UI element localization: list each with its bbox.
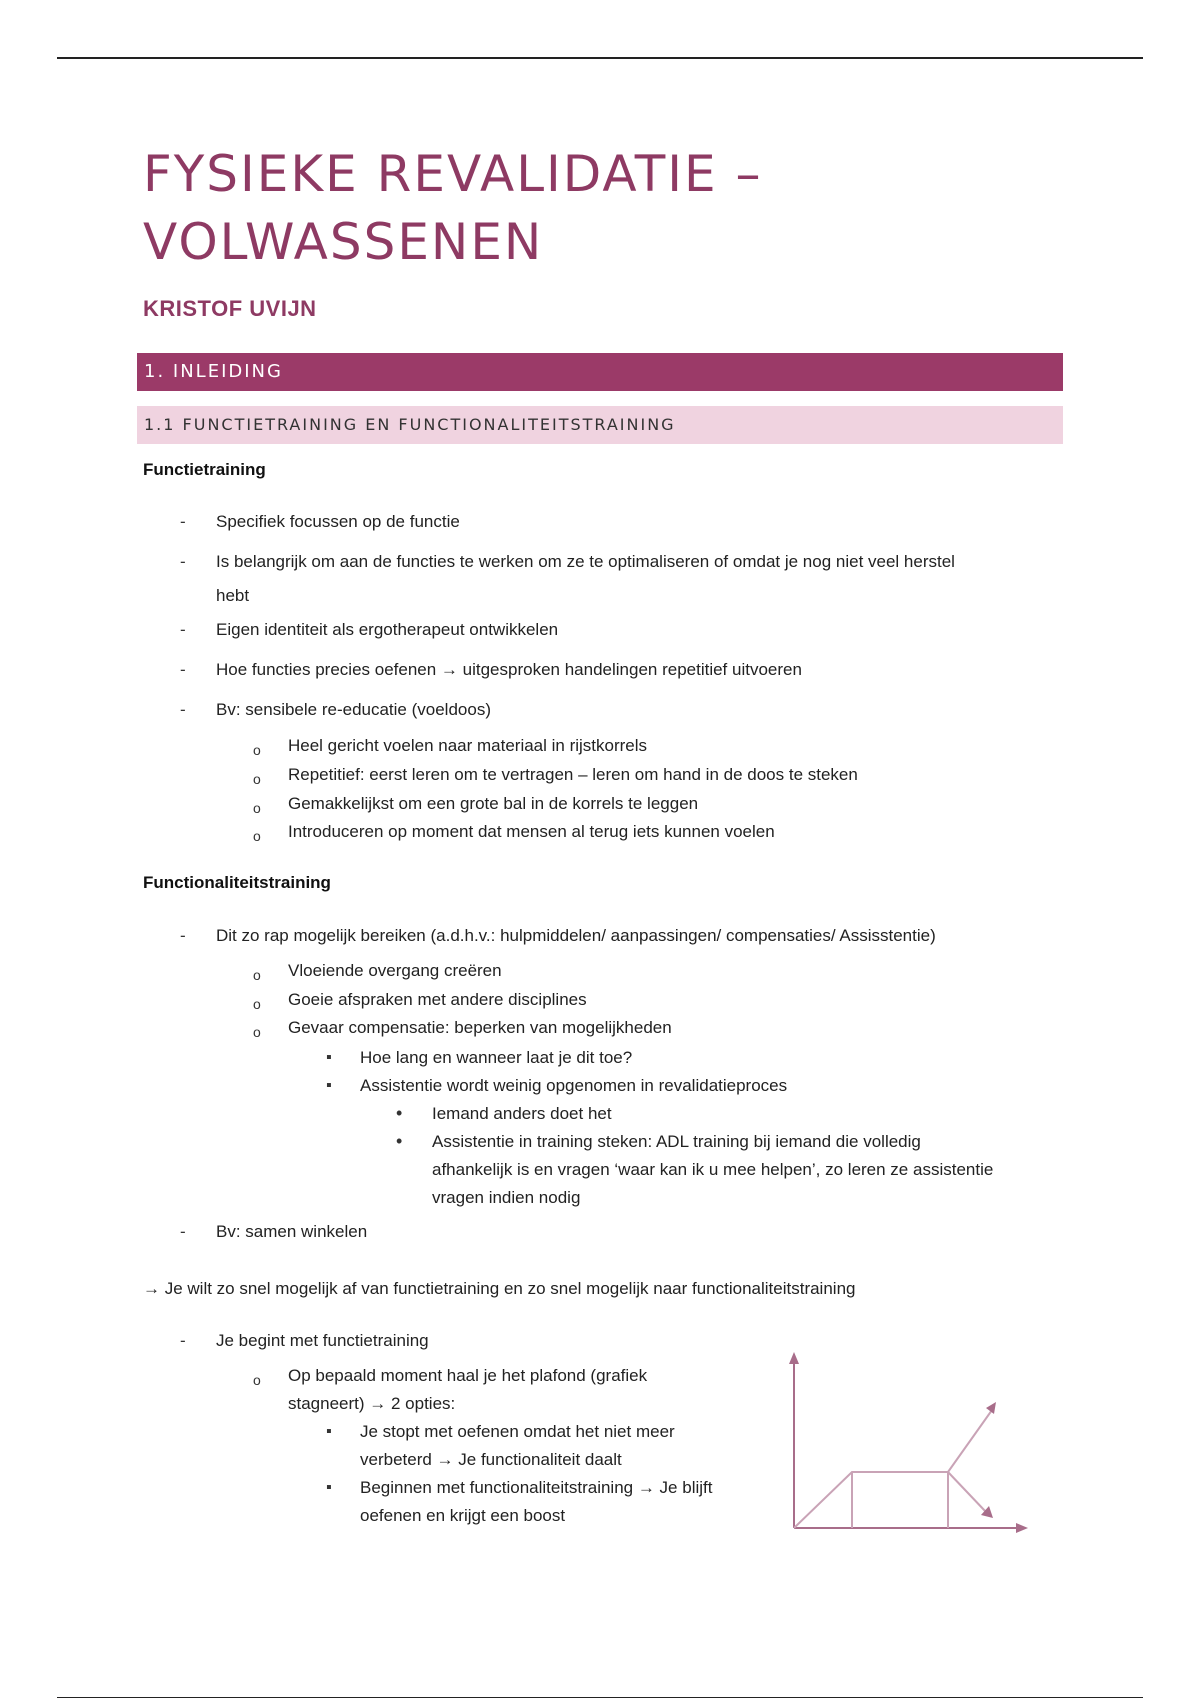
list-item: Hoe functies precies oefenen → uitgesproken handelingen repetitief uitvoeren: [216, 660, 802, 679]
circle-bullet: [253, 965, 261, 985]
square-bullet: [326, 1075, 332, 1095]
level4-list-item: Iemand anders doet het: [432, 1104, 612, 1123]
author-name: KRISTOF UVIJN: [143, 296, 317, 321]
list-item: Bv: sensibele re-educatie (voeldoos): [216, 700, 491, 719]
level4-list-item-cont: afhankelijk is en vragen ‘waar kan ik u mee helpen’, zo leren ze assistentie: [432, 1160, 994, 1179]
conclusion-line: → Je wilt zo snel mogelijk af van functietraining en zo snel mogelijk naar functionaliteitstraining: [143, 1279, 856, 1298]
list-item: Eigen identiteit als ergotherapeut ontwikkelen: [216, 620, 559, 639]
dash-bullet: [180, 926, 186, 946]
level4-list-item: Assistentie in training steken: ADL training bij iemand die volledig: [432, 1132, 921, 1151]
square-bullet: [326, 1047, 332, 1067]
square-bullet: [326, 1421, 332, 1441]
heading-functietraining: Functietraining: [143, 460, 266, 479]
progress-diagram: [778, 1348, 1038, 1538]
dash-bullet: [180, 620, 186, 640]
dash-bullet: [180, 1222, 186, 1242]
sub-list-item: Op bepaald moment haal je het plafond (grafiek: [288, 1366, 648, 1385]
list-item: Is belangrijk om aan de functies te werken om ze te optimaliseren of omdat je nog niet veel herstel: [216, 552, 955, 571]
x-axis-arrow: [1016, 1523, 1028, 1533]
sub-list-item: Introduceren op moment dat mensen al terug iets kunnen voelen: [288, 822, 775, 841]
sub-sub-list-item-cont: oefenen en krijgt een boost: [360, 1506, 566, 1525]
title-line-1: FYSIEKE REVALIDATIE –: [143, 145, 763, 203]
sub-sub-list-item: Assistentie wordt weinig opgenomen in revalidatieproces: [360, 1076, 788, 1095]
sub-list-item: Goeie afspraken met andere disciplines: [288, 990, 587, 1009]
circle-bullet: [253, 1022, 261, 1042]
list-item: Bv: samen winkelen: [216, 1222, 368, 1241]
sub-sub-list-item: Je stopt met oefenen omdat het niet meer: [360, 1422, 675, 1441]
circle-bullet: [253, 740, 261, 760]
dash-bullet: [180, 700, 186, 720]
list-item: Specifiek focussen op de functie: [216, 512, 460, 531]
dash-bullet: [180, 1331, 186, 1351]
top-rule: [57, 57, 1143, 59]
dash-bullet: [180, 552, 186, 572]
sub-list-item-cont: stagneert) → 2 opties:: [288, 1394, 456, 1413]
circle-bullet: [253, 826, 261, 846]
circle-bullet: [253, 994, 261, 1014]
plateau-line: [794, 1472, 948, 1528]
dash-bullet: [180, 660, 186, 680]
sub-list-item: Vloeiende overgang creëren: [288, 961, 502, 980]
y-axis-arrow: [789, 1352, 799, 1364]
dot-bullet: [396, 1103, 402, 1124]
circle-bullet: [253, 769, 261, 789]
circle-bullet: [253, 798, 261, 818]
dash-bullet: [180, 512, 186, 532]
sub-list-item: Repetitief: eerst leren om te vertragen – leren om hand in de doos te steken: [288, 765, 858, 784]
list-item: Je begint met functietraining: [216, 1331, 429, 1350]
sub-sub-list-item: Beginnen met functionaliteitstraining → Je blijft: [360, 1478, 713, 1497]
sub-sub-list-item-cont: verbeterd → Je functionaliteit daalt: [360, 1450, 622, 1469]
circle-bullet: [253, 1370, 261, 1390]
decline-line: [948, 1472, 986, 1512]
list-item: Dit zo rap mogelijk bereiken (a.d.h.v.: hulpmiddelen/ aanpassingen/ compensaties/ Assisstentie): [216, 926, 936, 945]
sub-list-item: Gevaar compensatie: beperken van mogelijkheden: [288, 1018, 672, 1037]
subsection-heading: 1.1 FUNCTIETRAINING EN FUNCTIONALITEITSTRAINING: [137, 406, 1063, 444]
boost-line: [948, 1410, 992, 1472]
bottom-rule: [57, 1697, 1143, 1698]
level4-list-item-cont: vragen indien nodig: [432, 1188, 581, 1207]
list-item-continuation: hebt: [216, 586, 250, 605]
dot-bullet: [396, 1131, 402, 1152]
sub-sub-list-item: Hoe lang en wanneer laat je dit toe?: [360, 1048, 633, 1067]
square-bullet: [326, 1477, 332, 1497]
title-line-2: VOLWASSENEN: [143, 213, 544, 271]
heading-functionaliteitstraining: Functionaliteitstraining: [143, 873, 331, 892]
sub-list-item: Heel gericht voelen naar materiaal in rijstkorrels: [288, 736, 648, 755]
sub-list-item: Gemakkelijkst om een grote bal in de korrels te leggen: [288, 794, 699, 813]
document-title: [143, 140, 763, 276]
section-heading-inleiding: 1. INLEIDING: [137, 353, 1063, 391]
